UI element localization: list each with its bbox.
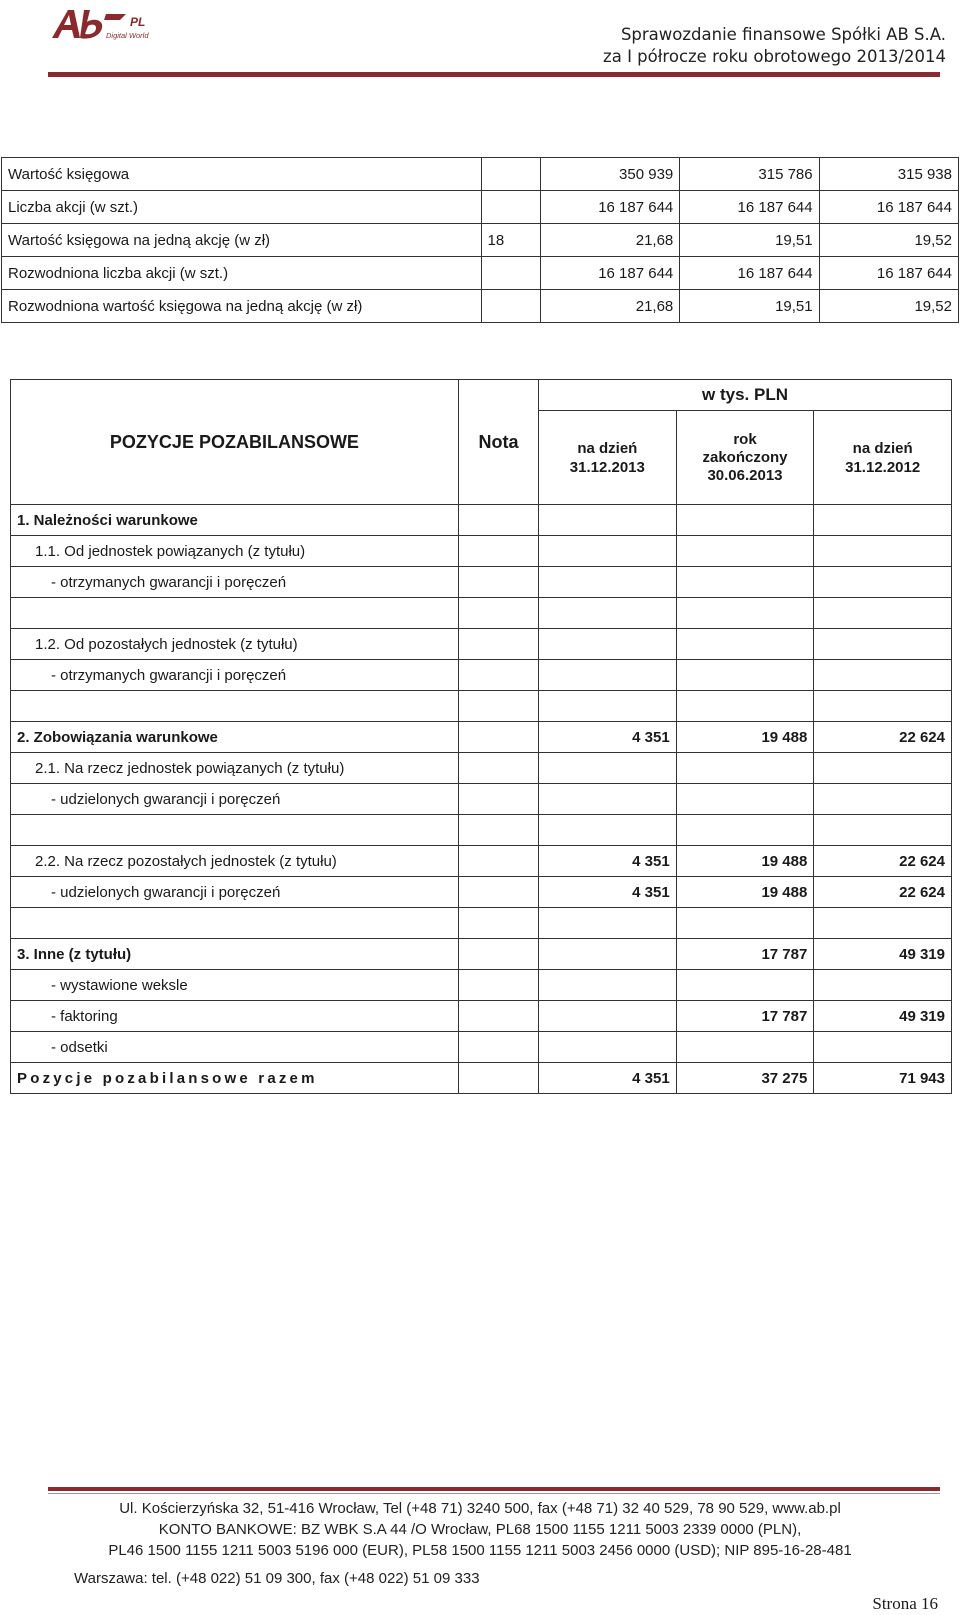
off-balance-row	[11, 846, 952, 877]
off-balance-row	[11, 939, 952, 970]
row-nota	[481, 257, 540, 290]
row-label	[11, 1063, 459, 1094]
row-label: - odsetki	[11, 1032, 459, 1063]
value-31-12-2012: 49 319	[814, 1001, 952, 1032]
off-balance-row	[11, 660, 952, 691]
value-31-12-2012	[814, 567, 952, 598]
row-label: Wartość księgowa	[2, 158, 482, 191]
footer-bank: KONTO BANKOWE: BZ WBK S.A 44 /O Wrocław, PL68 1500 1155 1211 5003 2339 0000 (PLN),	[158, 1521, 802, 1538]
company-logo	[48, 4, 168, 44]
footer-address: Ul. Kościerzyńska 32, 51-416 Wrocław, Tel (+48 71) 3240 500, fax (+48 71) 32 40 529, 78 90 529, www.ab.pl	[119, 1500, 841, 1517]
value-31-12-2012: 22 624	[814, 722, 952, 753]
row-label: 2.2. Na rzecz pozostałych jednostek (z tytułu)	[11, 846, 459, 877]
value-30-06-2013	[676, 629, 814, 660]
off-balance-table	[10, 379, 952, 1094]
value-31-12-2013: 4 351	[539, 722, 677, 753]
value-31-12-2013	[539, 1032, 677, 1063]
value-30-06-2013: 16 187 644	[680, 257, 819, 290]
svg-text:Digital World: Digital World	[106, 31, 149, 40]
value-30-06-2013: 315 786	[680, 158, 819, 191]
col-header-31-12-2013: na dzień 31.12.2013	[539, 411, 677, 505]
value-30-06-2013	[676, 1032, 814, 1063]
value-31-12-2013	[539, 939, 677, 970]
value-31-12-2012: 16 187 644	[819, 257, 958, 290]
row-nota	[458, 908, 538, 939]
page-number: Strona 16	[872, 1594, 938, 1613]
row-label: 1.2. Od pozostałych jednostek (z tytułu)	[11, 629, 459, 660]
value-31-12-2012	[814, 970, 952, 1001]
off-balance-row	[11, 753, 952, 784]
row-label: - otrzymanych gwarancji i poręczeń	[11, 660, 459, 691]
footer-accounts: PL46 1500 1155 1211 5003 5196 000 (EUR), PL58 1500 1155 1211 5003 2456 0000 (USD); NIP 895-16-28-481	[108, 1542, 852, 1559]
value-31-12-2012: 71 943	[814, 1063, 952, 1094]
row-label	[11, 598, 459, 629]
off-balance-row	[11, 629, 952, 660]
off-balance-row	[11, 598, 952, 629]
value-30-06-2013	[676, 660, 814, 691]
row-nota	[458, 629, 538, 660]
value-30-06-2013: 19,51	[680, 224, 819, 257]
book-value-row	[2, 191, 959, 224]
row-nota	[458, 784, 538, 815]
value-30-06-2013	[676, 784, 814, 815]
row-label: 1.1. Od jednostek powiązanych (z tytułu)	[11, 536, 459, 567]
value-31-12-2012	[814, 505, 952, 536]
value-30-06-2013	[676, 691, 814, 722]
row-label	[11, 815, 459, 846]
value-30-06-2013	[676, 908, 814, 939]
row-nota	[458, 815, 538, 846]
off-balance-row	[11, 536, 952, 567]
value-31-12-2012	[814, 536, 952, 567]
off-balance-row	[11, 815, 952, 846]
value-31-12-2012: 22 624	[814, 877, 952, 908]
row-nota	[458, 846, 538, 877]
value-31-12-2013: 21,68	[540, 224, 679, 257]
off-balance-row	[11, 505, 952, 536]
off-balance-row	[11, 908, 952, 939]
row-label: 3. Inne (z tytułu)	[11, 939, 459, 970]
value-31-12-2012: 22 624	[814, 846, 952, 877]
row-label	[11, 691, 459, 722]
value-31-12-2012	[814, 691, 952, 722]
row-nota	[458, 536, 538, 567]
footer-rule-thin	[48, 1493, 940, 1494]
value-31-12-2013	[539, 629, 677, 660]
value-30-06-2013	[676, 536, 814, 567]
book-value-row	[2, 290, 959, 323]
value-31-12-2012	[814, 815, 952, 846]
value-31-12-2012: 315 938	[819, 158, 958, 191]
row-nota	[458, 1001, 538, 1032]
row-label: - faktoring	[11, 1001, 459, 1032]
row-nota: 18	[481, 224, 540, 257]
value-31-12-2013	[539, 691, 677, 722]
row-label: 1. Należności warunkowe	[11, 505, 459, 536]
row-nota	[458, 505, 538, 536]
row-nota	[458, 660, 538, 691]
off-balance-row	[11, 970, 952, 1001]
off-balance-row	[11, 1063, 952, 1094]
row-nota	[481, 158, 540, 191]
row-label: Wartość księgowa na jedną akcję (w zł)	[2, 224, 482, 257]
book-value-row	[2, 257, 959, 290]
value-31-12-2013: 16 187 644	[540, 191, 679, 224]
value-31-12-2012	[814, 598, 952, 629]
row-nota	[458, 691, 538, 722]
row-nota	[458, 1063, 538, 1094]
value-31-12-2013: 4 351	[539, 877, 677, 908]
value-30-06-2013: 19 488	[676, 877, 814, 908]
row-nota	[458, 567, 538, 598]
row-label: Rozwodniona wartość księgowa na jedną akcję (w zł)	[2, 290, 482, 323]
value-30-06-2013	[676, 505, 814, 536]
value-30-06-2013	[676, 598, 814, 629]
value-30-06-2013: 17 787	[676, 939, 814, 970]
row-label: - udzielonych gwarancji i poręczeń	[11, 784, 459, 815]
off-balance-row	[11, 691, 952, 722]
value-30-06-2013: 19 488	[676, 846, 814, 877]
total-label: Pozycje pozabilansowe razem	[17, 1069, 318, 1087]
row-label: Rozwodniona liczba akcji (w szt.)	[2, 257, 482, 290]
row-nota	[458, 877, 538, 908]
row-label: Liczba akcji (w szt.)	[2, 191, 482, 224]
value-31-12-2013: 21,68	[540, 290, 679, 323]
row-nota	[458, 970, 538, 1001]
footer-warsaw: Warszawa: tel. (+48 022) 51 09 300, fax (+48 022) 51 09 333	[74, 1570, 480, 1587]
value-30-06-2013	[676, 753, 814, 784]
off-balance-title: POZYCJE POZABILANSOWE	[11, 380, 459, 505]
row-nota	[458, 753, 538, 784]
off-balance-row	[11, 1032, 952, 1063]
value-30-06-2013: 19 488	[676, 722, 814, 753]
row-label: - udzielonych gwarancji i poręczeń	[11, 877, 459, 908]
col-header-31-12-2012: na dzień 31.12.2012	[814, 411, 952, 505]
row-nota	[458, 939, 538, 970]
off-balance-row	[11, 567, 952, 598]
report-period: za I półrocze roku obrotowego 2013/2014	[603, 47, 946, 66]
value-31-12-2013: 4 351	[539, 846, 677, 877]
value-31-12-2012	[814, 753, 952, 784]
report-header	[603, 24, 946, 68]
value-31-12-2012	[814, 908, 952, 939]
footer-rule	[48, 1487, 940, 1491]
book-value-row	[2, 224, 959, 257]
value-30-06-2013	[676, 567, 814, 598]
value-30-06-2013	[676, 815, 814, 846]
value-31-12-2012	[814, 1032, 952, 1063]
value-31-12-2012: 49 319	[814, 939, 952, 970]
row-nota	[458, 1032, 538, 1063]
row-nota	[481, 290, 540, 323]
row-label	[11, 908, 459, 939]
value-31-12-2013: 350 939	[540, 158, 679, 191]
col-header-30-06-2013: rok zakończony 30.06.2013	[676, 411, 814, 505]
row-label: 2. Zobowiązania warunkowe	[11, 722, 459, 753]
value-30-06-2013: 19,51	[680, 290, 819, 323]
value-30-06-2013	[676, 970, 814, 1001]
currency-header: w tys. PLN	[539, 380, 952, 411]
value-31-12-2012: 19,52	[819, 290, 958, 323]
value-31-12-2012	[814, 660, 952, 691]
value-31-12-2012: 19,52	[819, 224, 958, 257]
off-balance-row	[11, 722, 952, 753]
book-value-row	[2, 158, 959, 191]
value-31-12-2013	[539, 753, 677, 784]
row-nota	[458, 722, 538, 753]
value-31-12-2012	[814, 629, 952, 660]
value-31-12-2013	[539, 1001, 677, 1032]
value-31-12-2012	[814, 784, 952, 815]
value-31-12-2013: 4 351	[539, 1063, 677, 1094]
row-nota	[458, 598, 538, 629]
value-31-12-2013	[539, 536, 677, 567]
header-rule	[48, 72, 940, 77]
svg-text:PL: PL	[130, 15, 146, 29]
value-31-12-2013	[539, 598, 677, 629]
row-label: 2.1. Na rzecz jednostek powiązanych (z tytułu)	[11, 753, 459, 784]
off-balance-row	[11, 1001, 952, 1032]
value-30-06-2013: 17 787	[676, 1001, 814, 1032]
value-31-12-2012: 16 187 644	[819, 191, 958, 224]
value-31-12-2013	[539, 784, 677, 815]
value-31-12-2013: 16 187 644	[540, 257, 679, 290]
row-nota	[481, 191, 540, 224]
value-31-12-2013	[539, 567, 677, 598]
row-label: - otrzymanych gwarancji i poręczeń	[11, 567, 459, 598]
off-balance-row	[11, 784, 952, 815]
value-30-06-2013: 37 275	[676, 1063, 814, 1094]
book-value-table	[1, 157, 959, 323]
value-30-06-2013: 16 187 644	[680, 191, 819, 224]
value-31-12-2013	[539, 970, 677, 1001]
off-balance-row	[11, 877, 952, 908]
value-31-12-2013	[539, 505, 677, 536]
nota-header: Nota	[458, 380, 538, 505]
report-title: Sprawozdanie finansowe Spółki AB S.A.	[620, 25, 946, 44]
value-31-12-2013	[539, 660, 677, 691]
row-label: - wystawione weksle	[11, 970, 459, 1001]
value-31-12-2013	[539, 815, 677, 846]
value-31-12-2013	[539, 908, 677, 939]
